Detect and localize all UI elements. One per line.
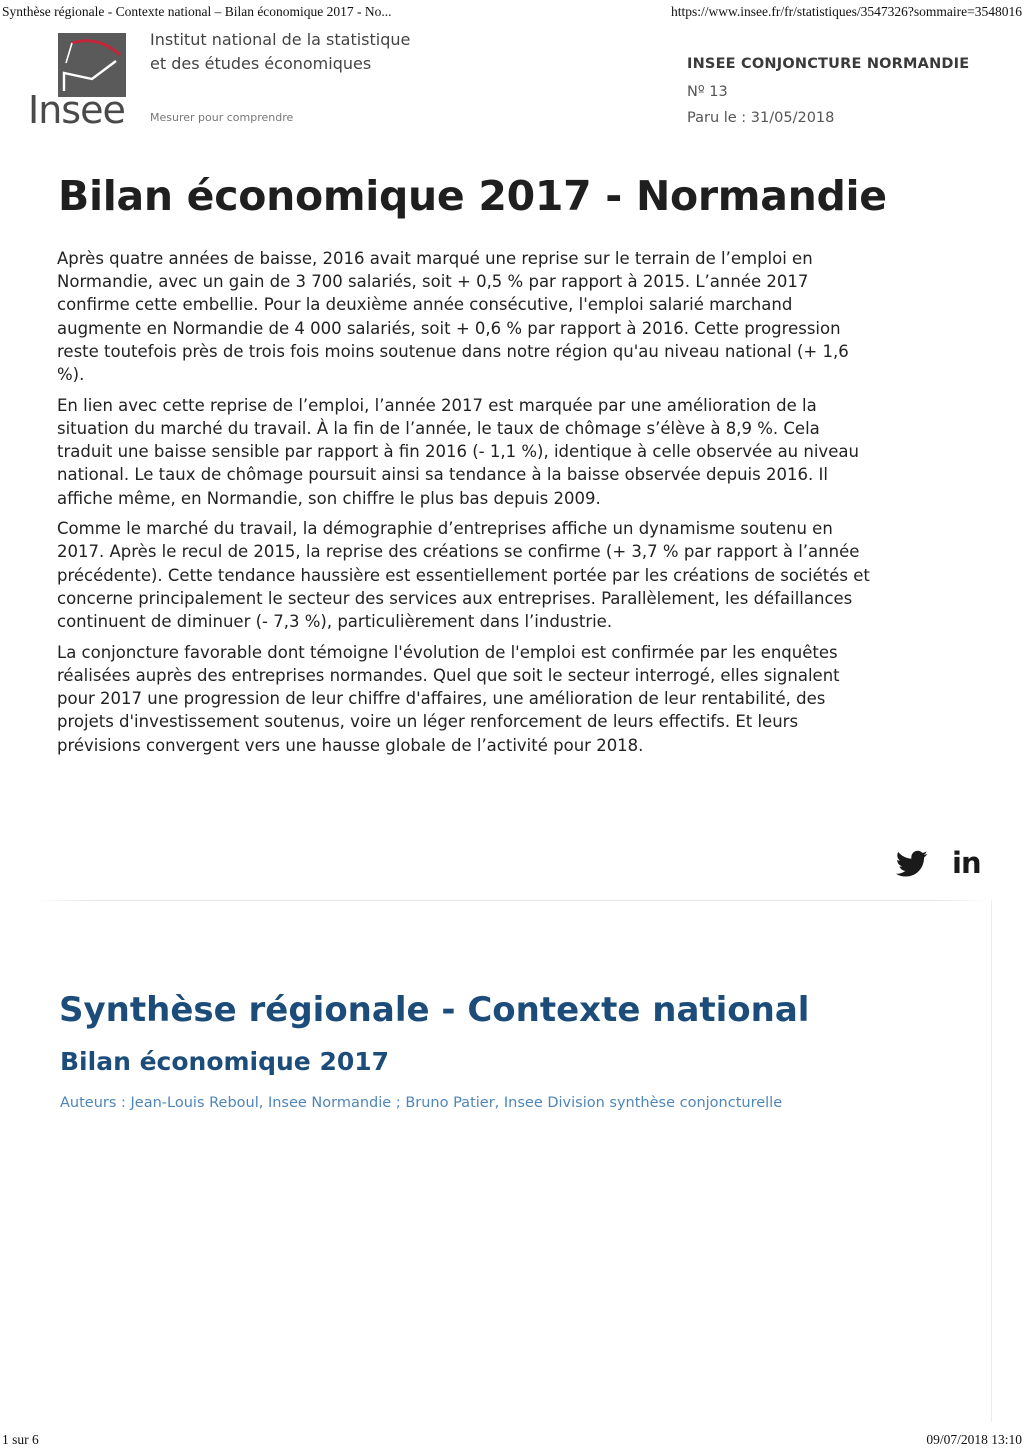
print-page-count: 1 sur 6: [2, 1432, 39, 1447]
publication-info: [687, 56, 969, 126]
linkedin-icon[interactable]: in: [952, 846, 981, 880]
card-border: [991, 900, 992, 1422]
paragraph: La conjoncture favorable dont témoigne l'évolution de l'emploi est confirmée par les enquêtes réalisées auprès des entreprises normandes. Quel que soit le secteur interrogé, elles signalent pour 2017 une progression de leur chiffre d'affaires, une amélioration de leur rentabilité, des projets d'investissement soutenus, voire un léger renforcement de leurs effectifs. Et leurs prévisions convergent vers une hausse globale de l’activité pour 2018.: [57, 642, 840, 755]
authors-line: Auteurs : Jean-Louis Reboul, Insee Normandie ; Bruno Patier, Insee Division synthèse conjoncturelle: [60, 1095, 783, 1111]
section-title: Synthèse régionale - Contexte national: [59, 990, 810, 1030]
institute-name: [150, 28, 410, 76]
section-subtitle: Bilan économique 2017: [60, 1047, 390, 1076]
article-body: [57, 247, 872, 764]
twitter-icon[interactable]: [896, 850, 928, 882]
publication-number: Nº 13: [687, 84, 728, 100]
card-divider: [34, 900, 992, 901]
print-footer: [0, 1430, 1024, 1448]
publication-date: Paru le : 31/05/2018: [687, 110, 835, 126]
print-header: [0, 2, 1024, 22]
print-url[interactable]: https://www.insee.fr/fr/statistiques/3547326?sommaire=3548016: [671, 4, 1022, 19]
paragraph: Comme le marché du travail, la démographie d’entreprises affiche un dynamisme soutenu en 2017. Après le recul de 2015, la reprise des créations se confirme (+ 3,7 % par rapport à l’année précédente). Cette tendance haussière est essentiellement portée par les créations de sociétés et concerne principalement le secteur des services aux entreprises. Parallèlement, les défaillances continuent de diminuer (- 7,3 %), particulièrement dans l’industrie.: [57, 519, 870, 632]
paragraph: En lien avec cette reprise de l’emploi, l’année 2017 est marquée par une amélioration de la situation du marché du travail. À la fin de l’année, le taux de chômage s’élève à 8,9 %. Cela traduit une baisse sensible par rapport à fin 2016 (- 1,1 %), identique à celle observée au niveau national. Le taux de chômage poursuit ainsi sa tendance à la baisse observée depuis 2016. Il affiche même, en Normandie, son chiffre le plus bas depuis 2009.: [57, 395, 859, 508]
institute-line-1: Institut national de la statistique: [150, 30, 411, 49]
print-datetime: 09/07/2018 13:10: [926, 1432, 1022, 1447]
page-title: Bilan économique 2017 - Normandie: [58, 172, 887, 220]
social-share: [896, 846, 996, 886]
insee-logo[interactable]: [28, 30, 138, 130]
insee-logo-word: Insee: [28, 88, 125, 132]
insee-tagline: Mesurer pour comprendre: [150, 111, 294, 124]
publication-series: INSEE CONJONCTURE NORMANDIE: [687, 56, 970, 72]
print-page-title: Synthèse régionale - Contexte national – Bilan économique 2017 - No...: [2, 4, 392, 19]
institute-line-2: et des études économiques: [150, 54, 372, 73]
paragraph: Après quatre années de baisse, 2016 avait marqué une reprise sur le terrain de l’emploi en Normandie, avec un gain de 3 700 salariés, soit + 0,5 % par rapport à 2015. L’année 2017 confirme cette embellie. Pour la deuxième année consécutive, l'emploi salarié marchand augmente en Normandie de 4 000 salariés, soit + 0,6 % par rapport à 2016. Cette progression reste toutefois près de trois fois moins soutenue dans notre région qu'au niveau national (+ 1,6 %).: [57, 249, 849, 385]
